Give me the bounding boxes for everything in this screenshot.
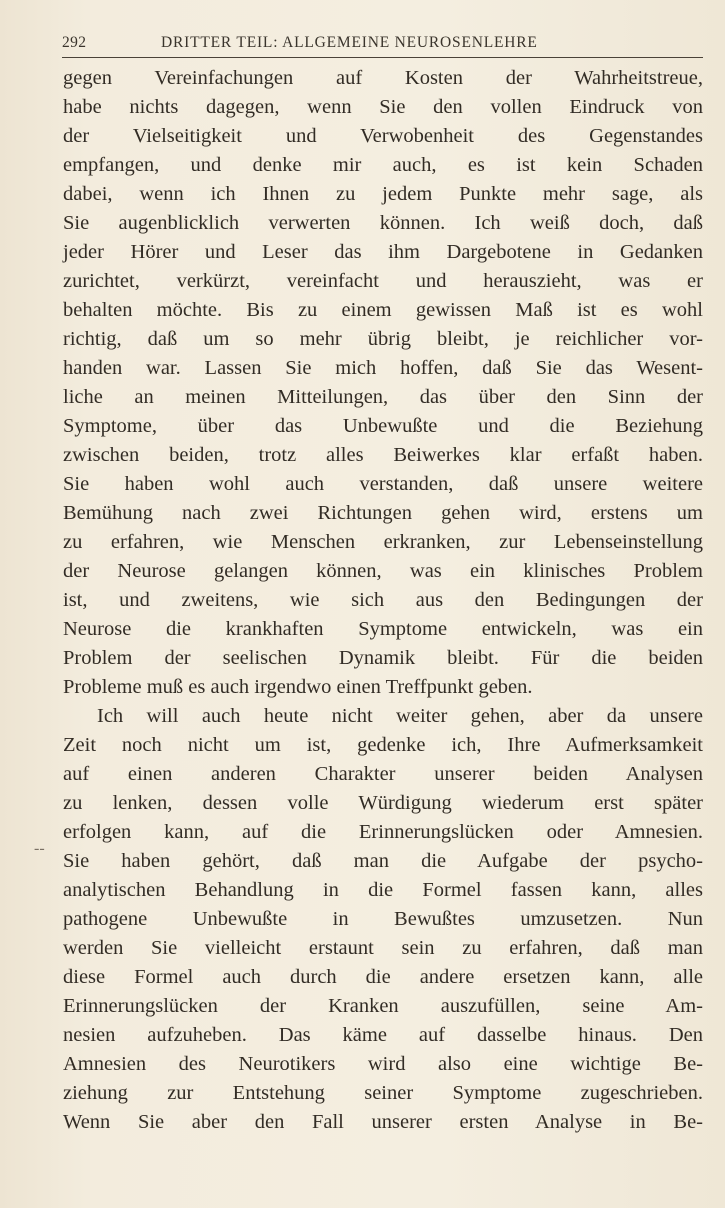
text-line: zurichtet, verkürzt, vereinfacht und herauszieht, was er: [63, 270, 703, 292]
text-line: ziehung zur Entstehung seiner Symptome zugeschrieben.: [63, 1082, 703, 1104]
text-line: dabei, wenn ich Ihnen zu jedem Punkte mehr sage, als: [63, 183, 703, 205]
text-line: ist, und zweitens, wie sich aus den Bedingungen der: [63, 589, 703, 611]
body-text: [63, 64, 703, 1137]
text-line: handen war. Lassen Sie mich hoffen, daß Sie das Wesent-: [63, 357, 703, 379]
text-line: gegen Vereinfachungen auf Kosten der Wahrheitstreue,: [63, 67, 703, 89]
text-line: Amnesien des Neurotikers wird also eine wichtige Be-: [63, 1053, 703, 1075]
text-line: liche an meinen Mitteilungen, das über den Sinn der: [63, 386, 703, 408]
header-rule: [62, 57, 703, 58]
page-number: 292: [62, 34, 87, 51]
text-line: Problem der seelischen Dynamik bleibt. Für die beiden: [63, 647, 703, 669]
text-line: Sie haben wohl auch verstanden, daß unsere weitere: [63, 473, 703, 495]
text-line: zwischen beiden, trotz alles Beiwerkes klar erfaßt haben.: [63, 444, 703, 466]
text-line: Neurose die krankhaften Symptome entwickeln, was ein: [63, 618, 703, 640]
text-line: zu lenken, dessen volle Würdigung wiederum erst später: [63, 792, 703, 814]
text-line: Symptome, über das Unbewußte und die Beziehung: [63, 415, 703, 437]
text-line: Probleme muß es auch irgendwo einen Treffpunkt geben.: [63, 676, 533, 698]
text-line: behalten möchte. Bis zu einem gewissen Maß ist es wohl: [63, 299, 703, 321]
text-line: empfangen, und denke mir auch, es ist kein Schaden: [63, 154, 703, 176]
text-line: Bemühung nach zwei Richtungen gehen wird, erstens um: [63, 502, 703, 524]
text-line: jeder Hörer und Leser das ihm Dargebotene in Gedanken: [63, 241, 703, 263]
text-line: Sie augenblicklich verwerten können. Ich weiß doch, daß: [63, 212, 703, 234]
text-line: Zeit noch nicht um ist, gedenke ich, Ihre Aufmerksamkeit: [63, 734, 703, 756]
text-line: der Neurose gelangen können, was ein klinisches Problem: [63, 560, 703, 582]
page-header: [62, 34, 702, 56]
text-line: der Vielseitigkeit und Verwobenheit des Gegenstandes: [63, 125, 703, 147]
text-line: werden Sie vielleicht erstaunt sein zu erfahren, daß man: [63, 937, 703, 959]
text-line: Wenn Sie aber den Fall unserer ersten Analyse in Be-: [63, 1111, 703, 1133]
text-line: habe nichts dagegen, wenn Sie den vollen Eindruck von: [63, 96, 703, 118]
text-line: auf einen anderen Charakter unserer beiden Analysen: [63, 763, 703, 785]
text-line: diese Formel auch durch die andere ersetzen kann, alle: [63, 966, 703, 988]
text-line: analytischen Behandlung in die Formel fassen kann, alles: [63, 879, 703, 901]
running-title: DRITTER TEIL: ALLGEMEINE NEUROSENLEHRE: [161, 34, 538, 51]
margin-mark: --: [34, 840, 45, 857]
text-line: richtig, daß um so mehr übrig bleibt, je reichlicher vor-: [63, 328, 703, 350]
text-line: zu erfahren, wie Menschen erkranken, zur Lebenseinstellung: [63, 531, 703, 553]
text-line: erfolgen kann, auf die Erinnerungslücken oder Amnesien.: [63, 821, 703, 843]
text-line: Sie haben gehört, daß man die Aufgabe der psycho-: [63, 850, 703, 872]
text-line: Ich will auch heute nicht weiter gehen, aber da unsere: [97, 705, 703, 727]
text-line: nesien aufzuheben. Das käme auf dasselbe hinaus. Den: [63, 1024, 703, 1046]
text-line: pathogene Unbewußte in Bewußtes umzusetzen. Nun: [63, 908, 703, 930]
text-line: Erinnerungslücken der Kranken auszufüllen, seine Am-: [63, 995, 703, 1017]
